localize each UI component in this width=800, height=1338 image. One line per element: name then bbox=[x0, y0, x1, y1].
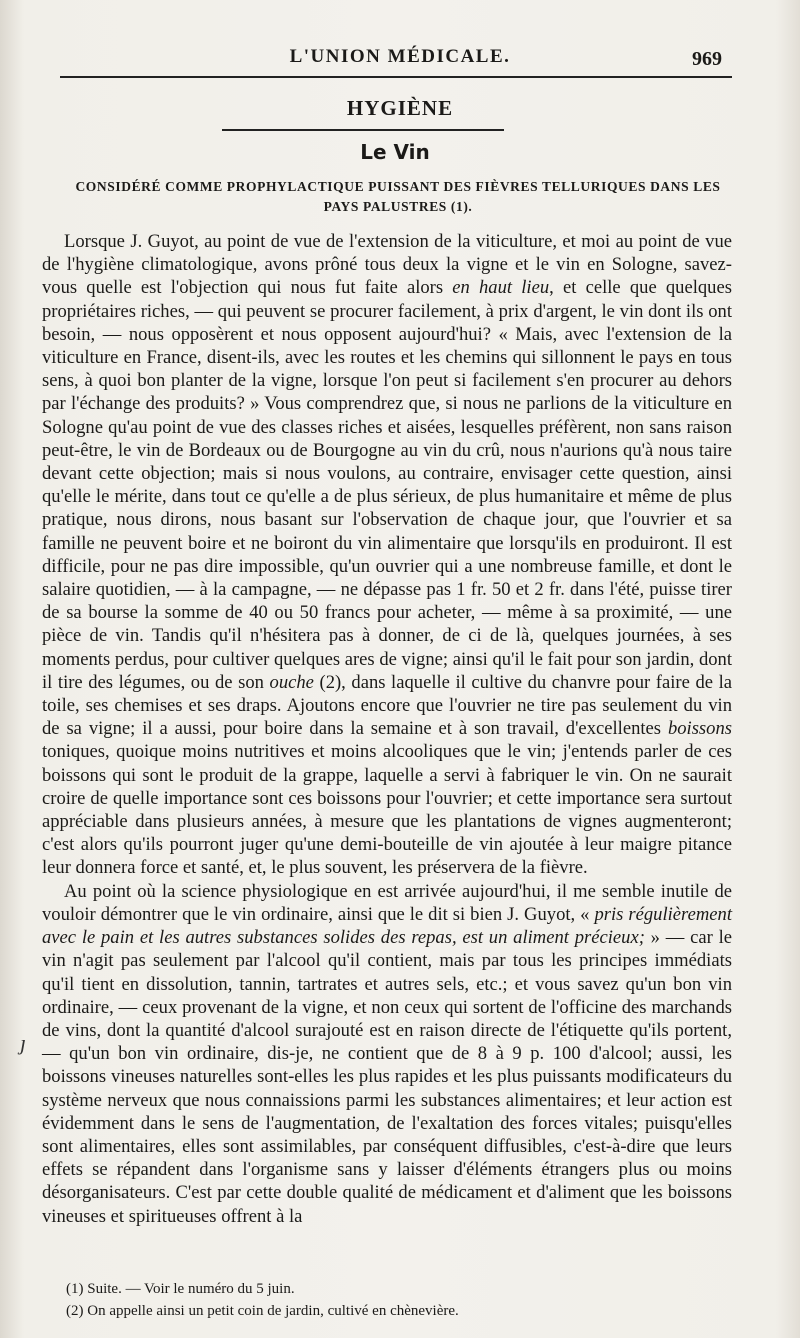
italic-text: ouche bbox=[269, 671, 314, 693]
text-run: Au point où la science physiologique en est arrivée aujourd'hui, il me semble inutile de vouloir démontrer que le vin ordinaire, ainsi que le dit si bien J. Guyot, « bbox=[42, 880, 732, 925]
page-number: 969 bbox=[692, 48, 722, 70]
article-title: Le Vin bbox=[360, 140, 430, 164]
text-run: , et celle que quelques propriétaires riches, — qui peuvent se procurer facilement, à prix d'argent, le vin dont ils ont besoin, — nous opposèrent et nous opposent aujourd'hui? « Mais, avec l'extension de la viticulture en France, disent-ils, avec les routes et les chemins qui sillonnent le pays en tous sens, à quoi bon planter de la vigne, lorsque l'on peut si facilement s'en procurer au dehors par l'échange des produits? » Vous comprendrez que, si nous ne parlions de la viticulture en Sologne qu'au point de vue des classes riches et aisées, lesquelles préfèrent, non sans raison peut-être, le vin de Bordeaux ou de Bourgogne au vin du crû, nous n'aurions qu'à nous taire devant cette objection; mais si nous voulons, au contraire, envisager cette question, ainsi qu'elle le mérite, dans tout ce qu'elle a de plus sérieux, de plus humanitaire et même de plus pratique, nous dirons, nous basant sur l'observation de chaque jour, que l'ouvrier et sa famille ne peuvent boire et ne boiront du vin alimentaire que lorsqu'ils en produiront. Il est difficile, pour ne pas dire impossible, qu'un ouvrier qui a une nombreuse famille, et dont le salaire quotidien, — à la campagne, — ne dépasse pas 1 fr. 50 et 2 fr. dans l'été, puisse tirer de sa bourse la somme de 40 ou 50 francs pour acheter, — même à sa proximité, — une pièce de vin. Tandis qu'il n'hésitera pas à donner, de ci de là, quelques journées, à ses moments perdus, pour cultiver quelques ares de vigne; ainsi qu'il le fait pour son jardin, dont il tire des légumes, ou de son bbox=[42, 277, 732, 693]
italic-text: pris régulièrement avec le pain et les autres substances solides des repas, est un aliment précieux; bbox=[42, 903, 732, 949]
margin-pencil-mark: ȷ bbox=[20, 1030, 27, 1055]
text-run: (2), dans laquelle il cultive du chanvre pour faire de la toile, ses chemises et ses draps. Ajoutons encore que l'ouvrier ne tire pas seulement du vin de sa vigne; il a aussi, pour boire dans la semaine et à son travail, d'excellentes bbox=[42, 671, 732, 740]
paragraph-1 bbox=[42, 230, 732, 880]
section-title: HYGIÈNE bbox=[346, 96, 454, 120]
footnotes bbox=[66, 1278, 726, 1322]
running-head bbox=[0, 44, 800, 74]
text-run: toniques, quoique moins nutritives et moins alcooliques que le vin; j'entends parler de ces boissons qui sont le produit de la grappe, laquelle a servi à fabriquer le vin. On ne saurait croire de quelle importance sont ces boissons pour l'ouvrier; et cette importance sera surtout appréciable dans plusieurs années, à mesure que les plantations de vignes augmenteront; c'est alors qu'ils pourront juger qu'une demi-bouteille de vin ajoutée à leur maigre pitance leur donnera force et santé, et, le plus souvent, les préservera de la fièvre. bbox=[42, 741, 732, 879]
article-subtitle: CONSIDÉRÉ COMME PROPHYLACTIQUE PUISSANT DES FIÈVRES TELLURIQUES DANS LES PAYS PALUSTRES (1). bbox=[75, 179, 721, 214]
paragraph-2 bbox=[42, 880, 732, 1228]
header-rule bbox=[60, 76, 732, 78]
footnote-2: (2) On appelle ainsi un petit coin de jardin, cultivé en chènevière. bbox=[66, 1303, 459, 1319]
italic-text: en haut lieu bbox=[452, 277, 550, 299]
text-run: » — car le vin n'agit pas seulement par l'alcool qu'il contient, mais par tous les principes immédiats qu'il tient en dissolution, tannin, tartrates et autres sels, etc.; et vous savez qu'un bon vin ordinaire, — ceux provenant de la vigne, et non ceux qui sortent de l'officine des marchands de vins, dont la quantité d'alcool surajouté est en raison directe de l'étiquette qu'ils portent, — qu'un bon vin ordinaire, dis-je, ne contient que de 8 à 9 p. 100 d'alcool; aussi, les boissons vineuses naturelles sont-elles les plus rapides et les plus puissants modificateurs du système nerveux que nous connaissions parmi les substances alimentaires; et leur action est évidemment dans le sens de l'augmentation, de l'exaltation des forces vitales; puisqu'elles sont alimentaires, elles sont assimilables, par conséquent diffusibles, c'est-à-dire que leurs effets se répandent dans l'organisme sans y laisser d'éléments étrangers plus ou moins désorganisateurs. C'est par cette double qualité de médicament et d'aliment que les boissons vineuses et spiritueuses offrent à la bbox=[42, 927, 732, 1227]
text-run: Lorsque J. Guyot, au point de vue de l'extension de la viticulture, et moi au point de vue de l'hygiène climatologique, avons prôné tous deux la vigne et le vin en Sologne, savez-vous quelle est l'objection qui nous fut faite alors bbox=[42, 231, 732, 299]
article-body bbox=[42, 230, 732, 1228]
running-title: L'UNION MÉDICALE. bbox=[289, 46, 511, 67]
italic-text: boissons bbox=[667, 718, 732, 740]
section-rule bbox=[222, 129, 504, 131]
footnote-1: (1) Suite. — Voir le numéro du 5 juin. bbox=[66, 1281, 295, 1297]
